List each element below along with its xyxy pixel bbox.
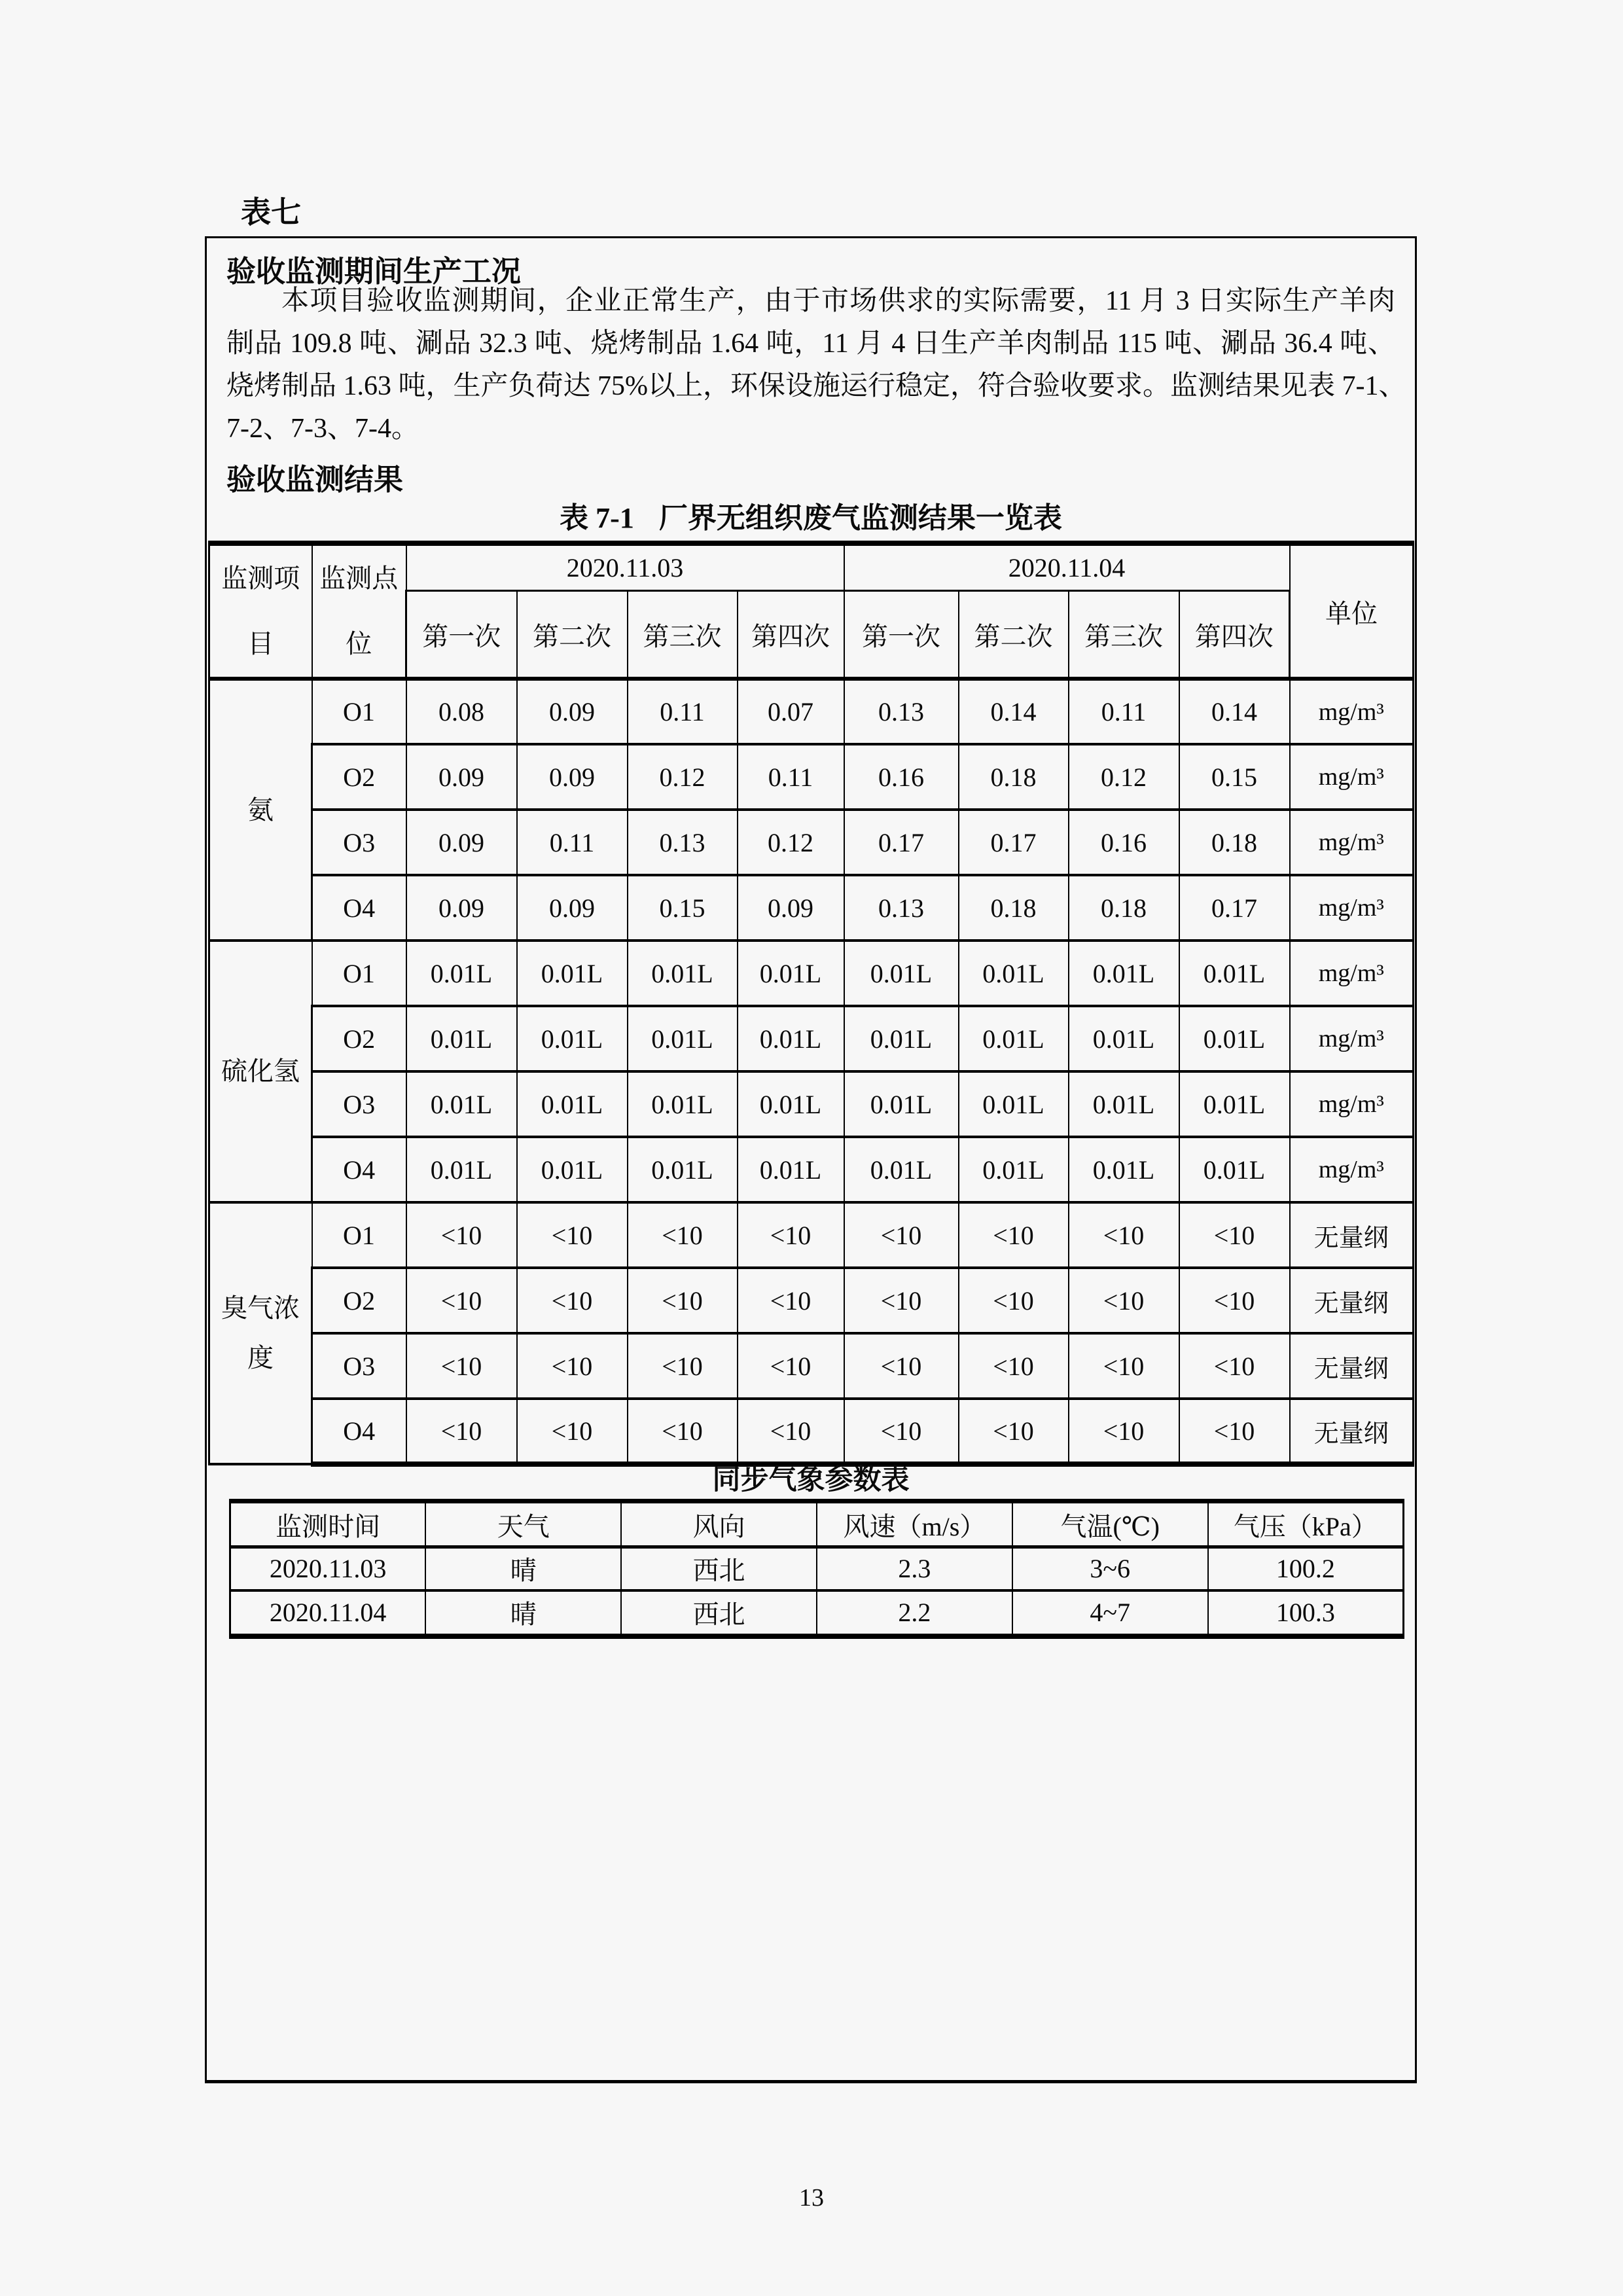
value-cell: 0.09 bbox=[517, 744, 628, 810]
value-cell: <10 bbox=[959, 1333, 1069, 1399]
value-cell: <10 bbox=[517, 1268, 628, 1333]
table-row bbox=[209, 1137, 1414, 1202]
results-heading: 验收监测结果 bbox=[226, 463, 404, 496]
unit-cell: 无量纲 bbox=[1290, 1333, 1414, 1399]
paragraph-line: 7-2、7-3、7-4。 bbox=[226, 414, 419, 444]
value-cell: 0.01L bbox=[1069, 1137, 1179, 1202]
value-cell: <10 bbox=[1069, 1202, 1179, 1268]
value-cell: <10 bbox=[1179, 1202, 1290, 1268]
value-cell: 0.01L bbox=[844, 1071, 959, 1137]
monitoring-point-cell: O3 bbox=[312, 810, 406, 875]
value-cell: <10 bbox=[844, 1268, 959, 1333]
weather-header-cell: 天气 bbox=[425, 1501, 621, 1547]
value-cell: 0.17 bbox=[959, 810, 1069, 875]
value-cell: 0.01L bbox=[517, 1137, 628, 1202]
value-cell: 0.01L bbox=[1179, 941, 1290, 1006]
value-cell: 0.14 bbox=[959, 679, 1069, 744]
value-cell: <10 bbox=[406, 1333, 517, 1399]
weather-value-cell: 西北 bbox=[621, 1547, 817, 1590]
weather-table bbox=[229, 1499, 1404, 1639]
value-cell: <10 bbox=[628, 1268, 738, 1333]
run-header-cell: 第三次 bbox=[628, 591, 738, 679]
value-cell: <10 bbox=[1179, 1399, 1290, 1464]
table-row bbox=[209, 1333, 1414, 1399]
value-cell: 0.12 bbox=[738, 810, 844, 875]
main-table bbox=[208, 541, 1414, 1467]
run-header-cell: 第一次 bbox=[844, 591, 959, 679]
value-cell: <10 bbox=[406, 1268, 517, 1333]
unit-cell: mg/m³ bbox=[1290, 875, 1414, 941]
value-cell: 0.07 bbox=[738, 679, 844, 744]
col-header-point: 监测点位 bbox=[312, 543, 406, 679]
run-header-cell: 第二次 bbox=[517, 591, 628, 679]
run-header-cell: 第四次 bbox=[738, 591, 844, 679]
monitoring-point-cell: O1 bbox=[312, 1202, 406, 1268]
value-cell: 0.18 bbox=[959, 744, 1069, 810]
value-cell: <10 bbox=[1069, 1268, 1179, 1333]
unit-cell: mg/m³ bbox=[1290, 1006, 1414, 1071]
value-cell: <10 bbox=[959, 1268, 1069, 1333]
monitoring-point-cell: O2 bbox=[312, 1006, 406, 1071]
run-header-cell: 第一次 bbox=[406, 591, 517, 679]
weather-value-cell: 100.3 bbox=[1208, 1590, 1404, 1636]
value-cell: 0.01L bbox=[738, 1006, 844, 1071]
table-row bbox=[209, 810, 1414, 875]
value-cell: <10 bbox=[517, 1202, 628, 1268]
value-cell: 0.18 bbox=[1069, 875, 1179, 941]
weather-header-cell: 气压（kPa） bbox=[1208, 1501, 1404, 1547]
main-table-title: 厂界无组织废气监测结果一览表 bbox=[658, 502, 1062, 534]
table-row bbox=[209, 744, 1414, 810]
value-cell: 0.01L bbox=[1179, 1137, 1290, 1202]
value-cell: 0.18 bbox=[959, 875, 1069, 941]
unit-cell: 无量纲 bbox=[1290, 1202, 1414, 1268]
unit-cell: mg/m³ bbox=[1290, 744, 1414, 810]
value-cell: 0.01L bbox=[1179, 1071, 1290, 1137]
value-cell: 0.16 bbox=[844, 744, 959, 810]
value-cell: 0.14 bbox=[1179, 679, 1290, 744]
value-cell: 0.01L bbox=[406, 1006, 517, 1071]
monitoring-point-cell: O1 bbox=[312, 679, 406, 744]
value-cell: 0.01L bbox=[628, 1137, 738, 1202]
value-cell: 0.01L bbox=[844, 1006, 959, 1071]
table-row bbox=[209, 679, 1414, 744]
value-cell: 0.01L bbox=[1179, 1006, 1290, 1071]
unit-cell: mg/m³ bbox=[1290, 1137, 1414, 1202]
weather-table-title: 同步气象参数表 bbox=[712, 1465, 910, 1496]
weather-value-cell: 3~6 bbox=[1012, 1547, 1208, 1590]
value-cell: 0.01L bbox=[959, 1071, 1069, 1137]
value-cell: 0.01L bbox=[959, 1006, 1069, 1071]
paragraph-line: 制品 109.8 吨、涮品 32.3 吨、烧烤制品 1.64 吨，11 月 4 日生产羊肉制品 115 吨、涮品 36.4 吨、 bbox=[226, 329, 1395, 359]
weather-value-cell: 西北 bbox=[621, 1590, 817, 1636]
page-number: 13 bbox=[799, 2184, 824, 2212]
monitoring-item-cell: 臭气浓度 bbox=[209, 1202, 312, 1464]
value-cell: 0.09 bbox=[517, 679, 628, 744]
value-cell: 0.01L bbox=[628, 941, 738, 1006]
table-seven-label: 表七 bbox=[241, 195, 301, 229]
unit-cell: 无量纲 bbox=[1290, 1268, 1414, 1333]
value-cell: 0.01L bbox=[406, 1137, 517, 1202]
value-cell: 0.01L bbox=[959, 1137, 1069, 1202]
table-row bbox=[209, 543, 1414, 591]
value-cell: 0.12 bbox=[1069, 744, 1179, 810]
production-heading: 验收监测期间生产工况 bbox=[226, 255, 522, 288]
table-row bbox=[209, 1268, 1414, 1333]
value-cell: <10 bbox=[844, 1202, 959, 1268]
document-box bbox=[205, 236, 1417, 2083]
weather-header-cell: 风向 bbox=[621, 1501, 817, 1547]
value-cell: 0.13 bbox=[628, 810, 738, 875]
monitoring-item-cell: 氨 bbox=[209, 679, 312, 941]
monitoring-point-cell: O4 bbox=[312, 875, 406, 941]
weather-header-cell: 气温(℃) bbox=[1012, 1501, 1208, 1547]
main-table-number: 表 7-1 bbox=[560, 502, 634, 534]
value-cell: 0.09 bbox=[406, 810, 517, 875]
value-cell: <10 bbox=[517, 1333, 628, 1399]
weather-value-cell: 2.2 bbox=[817, 1590, 1012, 1636]
monitoring-point-cell: O2 bbox=[312, 744, 406, 810]
value-cell: 0.11 bbox=[738, 744, 844, 810]
weather-value-cell: 2020.11.04 bbox=[230, 1590, 426, 1636]
value-cell: <10 bbox=[406, 1202, 517, 1268]
table-row bbox=[209, 1071, 1414, 1137]
value-cell: 0.09 bbox=[517, 875, 628, 941]
value-cell: <10 bbox=[738, 1202, 844, 1268]
value-cell: 0.01L bbox=[517, 1071, 628, 1137]
monitoring-point-cell: O2 bbox=[312, 1268, 406, 1333]
main-table-caption bbox=[207, 500, 1415, 537]
value-cell: 0.01L bbox=[844, 941, 959, 1006]
value-cell: <10 bbox=[959, 1399, 1069, 1464]
value-cell: <10 bbox=[738, 1399, 844, 1464]
value-cell: <10 bbox=[844, 1399, 959, 1464]
weather-header-cell: 风速（m/s） bbox=[817, 1501, 1012, 1547]
value-cell: 0.13 bbox=[844, 679, 959, 744]
weather-header-cell: 监测时间 bbox=[230, 1501, 426, 1547]
table-row bbox=[230, 1501, 1404, 1547]
paragraph-line: 烧烤制品 1.63 吨，生产负荷达 75%以上，环保设施运行稳定，符合验收要求。监测结果见表 7-1、 bbox=[226, 371, 1406, 401]
value-cell: 0.01L bbox=[959, 941, 1069, 1006]
value-cell: 0.17 bbox=[1179, 875, 1290, 941]
unit-cell: 无量纲 bbox=[1290, 1399, 1414, 1464]
value-cell: <10 bbox=[738, 1333, 844, 1399]
value-cell: <10 bbox=[1179, 1268, 1290, 1333]
value-cell: 0.01L bbox=[1069, 941, 1179, 1006]
weather-value-cell: 晴 bbox=[425, 1547, 621, 1590]
paragraph-line: 本项目验收监测期间，企业正常生产，由于市场供求的实际需要，11 月 3 日实际生产羊肉 bbox=[281, 286, 1395, 316]
col-header-unit: 单位 bbox=[1290, 543, 1414, 679]
value-cell: 0.13 bbox=[844, 875, 959, 941]
weather-value-cell: 100.2 bbox=[1208, 1547, 1404, 1590]
value-cell: 0.09 bbox=[406, 875, 517, 941]
production-paragraph bbox=[226, 280, 1406, 450]
date-header-cell: 2020.11.03 bbox=[406, 543, 844, 591]
value-cell: <10 bbox=[406, 1399, 517, 1464]
monitoring-point-cell: O3 bbox=[312, 1333, 406, 1399]
value-cell: 0.12 bbox=[628, 744, 738, 810]
value-cell: 0.01L bbox=[406, 1071, 517, 1137]
value-cell: 0.08 bbox=[406, 679, 517, 744]
weather-value-cell: 晴 bbox=[425, 1590, 621, 1636]
weather-value-cell: 4~7 bbox=[1012, 1590, 1208, 1636]
value-cell: 0.01L bbox=[517, 1006, 628, 1071]
value-cell: <10 bbox=[959, 1202, 1069, 1268]
run-header-cell: 第二次 bbox=[959, 591, 1069, 679]
value-cell: <10 bbox=[628, 1202, 738, 1268]
value-cell: <10 bbox=[628, 1333, 738, 1399]
table-row bbox=[209, 941, 1414, 1006]
monitoring-point-cell: O1 bbox=[312, 941, 406, 1006]
value-cell: 0.01L bbox=[738, 1071, 844, 1137]
value-cell: 0.11 bbox=[1069, 679, 1179, 744]
monitoring-item-cell: 硫化氢 bbox=[209, 941, 312, 1202]
run-header-cell: 第四次 bbox=[1179, 591, 1290, 679]
value-cell: 0.01L bbox=[738, 1137, 844, 1202]
unit-cell: mg/m³ bbox=[1290, 1071, 1414, 1137]
unit-cell: mg/m³ bbox=[1290, 679, 1414, 744]
value-cell: 0.01L bbox=[738, 941, 844, 1006]
value-cell: <10 bbox=[628, 1399, 738, 1464]
value-cell: <10 bbox=[738, 1268, 844, 1333]
unit-cell: mg/m³ bbox=[1290, 810, 1414, 875]
monitoring-point-cell: O3 bbox=[312, 1071, 406, 1137]
value-cell: 0.18 bbox=[1179, 810, 1290, 875]
value-cell: 0.11 bbox=[517, 810, 628, 875]
value-cell: 0.15 bbox=[628, 875, 738, 941]
value-cell: 0.01L bbox=[517, 941, 628, 1006]
value-cell: 0.01L bbox=[1069, 1071, 1179, 1137]
value-cell: 0.01L bbox=[406, 941, 517, 1006]
value-cell: 0.09 bbox=[406, 744, 517, 810]
value-cell: <10 bbox=[844, 1333, 959, 1399]
value-cell: 0.01L bbox=[844, 1137, 959, 1202]
value-cell: 0.15 bbox=[1179, 744, 1290, 810]
value-cell: 0.11 bbox=[628, 679, 738, 744]
col-header-item: 监测项目 bbox=[209, 543, 312, 679]
table-row bbox=[230, 1590, 1404, 1636]
value-cell: 0.01L bbox=[628, 1006, 738, 1071]
value-cell: <10 bbox=[1069, 1399, 1179, 1464]
value-cell: 0.01L bbox=[1069, 1006, 1179, 1071]
run-header-cell: 第三次 bbox=[1069, 591, 1179, 679]
table-row bbox=[209, 875, 1414, 941]
monitoring-point-cell: O4 bbox=[312, 1137, 406, 1202]
value-cell: <10 bbox=[1179, 1333, 1290, 1399]
table-row bbox=[209, 1399, 1414, 1464]
value-cell: 0.01L bbox=[628, 1071, 738, 1137]
date-header-cell: 2020.11.04 bbox=[844, 543, 1290, 591]
value-cell: 0.17 bbox=[844, 810, 959, 875]
value-cell: <10 bbox=[517, 1399, 628, 1464]
table-row bbox=[209, 1006, 1414, 1071]
table-row bbox=[209, 1202, 1414, 1268]
value-cell: 0.09 bbox=[738, 875, 844, 941]
monitoring-point-cell: O4 bbox=[312, 1399, 406, 1464]
value-cell: 0.16 bbox=[1069, 810, 1179, 875]
weather-value-cell: 2.3 bbox=[817, 1547, 1012, 1590]
table-row bbox=[230, 1547, 1404, 1590]
unit-cell: mg/m³ bbox=[1290, 941, 1414, 1006]
weather-value-cell: 2020.11.03 bbox=[230, 1547, 426, 1590]
value-cell: <10 bbox=[1069, 1333, 1179, 1399]
